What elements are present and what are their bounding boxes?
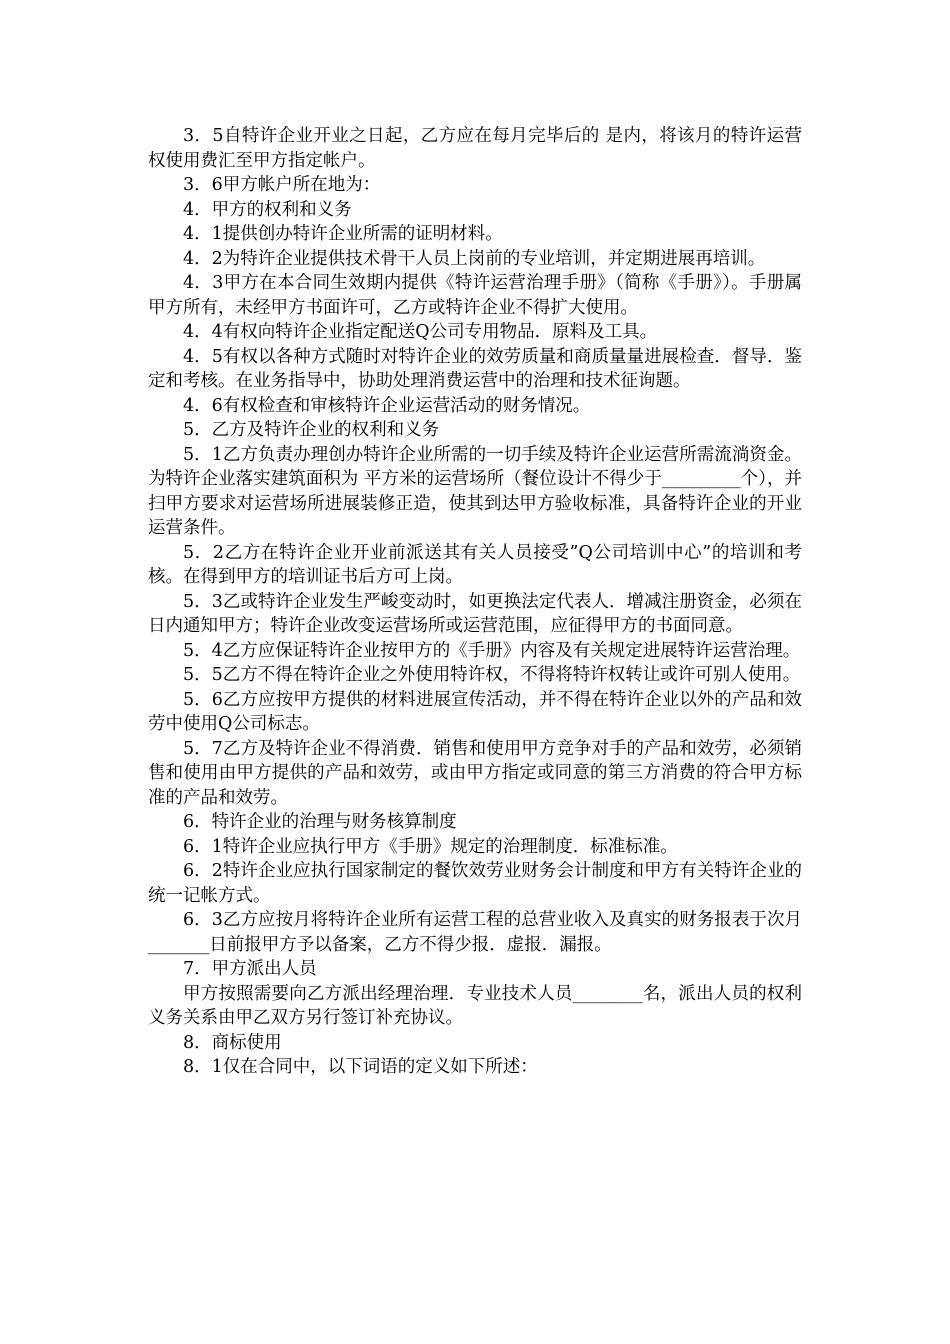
clause-4-5: 4．5有权以各种方式随时对特许企业的效劳质量和商质量量进展检查．督导．鉴定和考核。在业务指导中，协助处理消费运营中的治理和技术征询题。 (148, 346, 802, 391)
clause-4-6: 4．6有权检查和审核特许企业运营活动的财务情况。 (183, 395, 591, 416)
section-4-heading: 4．甲方的权利和义务 (183, 199, 352, 220)
section-8-heading: 8．商标使用 (183, 1032, 282, 1053)
clause-4-4: 4．4有权向特许企业指定配送Q公司专用物品．原料及工具。 (183, 322, 658, 342)
clause-6-1: 6．1特许企业应执行甲方《手册》规定的治理制度．标准标准。 (183, 836, 678, 857)
clause-8-1: 8．1仅在合同中，以下词语的定义如下所述： (183, 1057, 538, 1077)
clause-5-1: 5．1乙方负责办理创办特许企业所需的一切手续及特许企业运营所需流淌资金。为特许企业落实建筑面积为 平方米的运营场所（餐位设计不得少于_________个），并扫甲方要求对运营场所进展装修正造，使其到达甲方验收标准，具备特许企业的开业运营条件。 (148, 444, 802, 538)
clause-3-6: 3．6甲方帐户所在地为： (183, 175, 381, 195)
section-6-heading: 6．特许企业的治理与财务核算制度 (183, 812, 457, 832)
clause-6-2: 6．2特许企业应执行国家制定的餐饮效劳业财务会计制度和甲方有关特许企业的统一记帐方式。 (148, 861, 802, 906)
clause-5-5: 5．5乙方不得在特许企业之外使用特许权，不得将特许权转让或许可别人使用。 (183, 665, 801, 685)
clause-3-5: 3．5自特许企业开业之日起，乙方应在每月完毕后的 是内，将该月的特许运营权使用费汇至甲方指定帐户。 (148, 126, 802, 171)
clause-7-body: 甲方按照需要向乙方派出经理治理．专业技术人员________名，派出人员的权利义务关系由甲乙双方另行签订补充协议。 (148, 983, 802, 1028)
clause-6-3: 6．3乙方应按月将特许企业所有运营工程的总营业收入及真实的财务报表于次月_______日前报甲方予以备案，乙方不得少报．虚报．漏报。 (148, 910, 802, 955)
clause-5-3: 5．3乙或特许企业发生严峻变动时，如更换法定代表人．增减注册资金，必须在 日内通知甲方；特许企业改变运营场所或运营范围，应征得甲方的书面同意。 (148, 591, 802, 636)
clause-5-2: 5．2乙方在特许企业开业前派送其有关人员接受”Q公司培训中心”的培训和考核。在得到甲方的培训证书后方可上岗。 (148, 542, 802, 587)
clause-5-4: 5．4乙方应保证特许企业按甲方的《手册》内容及有关规定进展特许运营治理。 (183, 640, 801, 661)
section-7-heading: 7．甲方派出人员 (183, 959, 317, 979)
clause-4-1: 4．1提供创办特许企业所需的证明材料。 (183, 224, 503, 244)
clause-4-2: 4．2为特许企业提供技术骨干人员上岗前的专业培训，并定期进展再培训。 (183, 248, 766, 269)
clause-5-6: 5．6乙方应按甲方提供的材料进展宣传活动，并不得在特许企业以外的产品和效劳中使用Q公司标志。 (148, 689, 802, 734)
clause-5-7: 5．7乙方及特许企业不得消费．销售和使用甲方竞争对手的产品和效劳，必须销售和使用由甲方提供的产品和效劳，或由甲方指定或同意的第三方消费的符合甲方标准的产品和效劳。 (148, 738, 802, 808)
section-5-heading: 5．乙方及特许企业的权利和义务 (183, 420, 440, 440)
clause-4-3: 4．3甲方在本合同生效期内提供《特许运营治理手册》（简称《手册》）。手册属甲方所有，未经甲方书面许可，乙方或特许企业不得扩大使用。 (148, 273, 802, 318)
